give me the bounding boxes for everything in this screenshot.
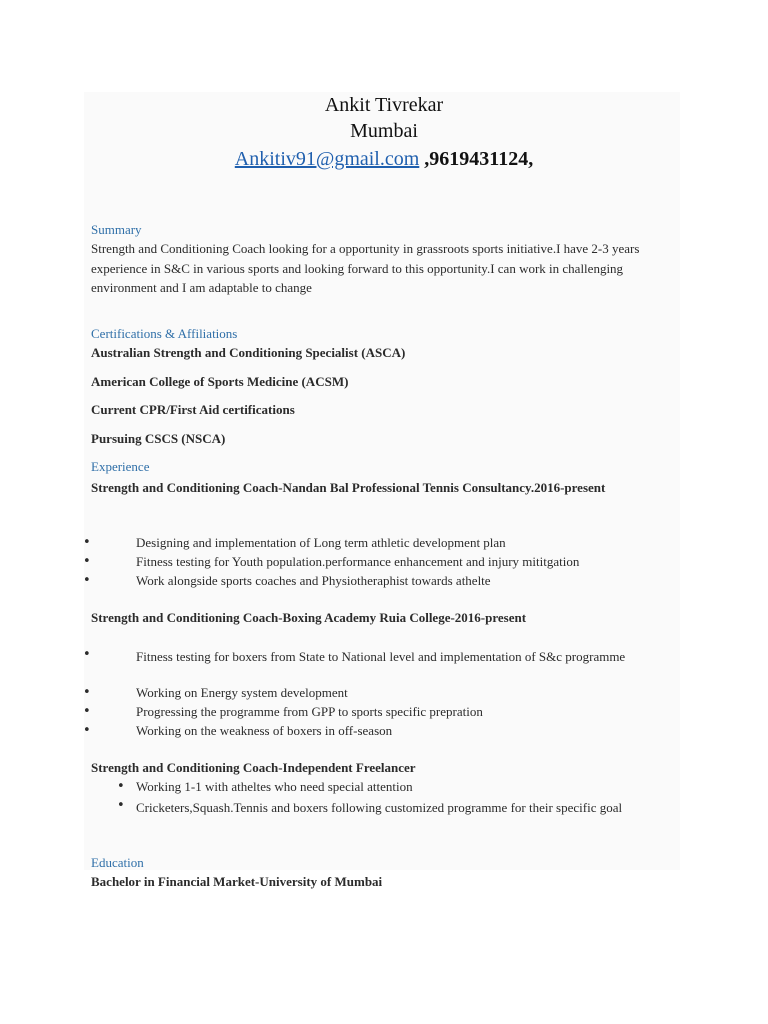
job-bullet: Designing and implementation of Long term athletic development plan <box>136 535 506 550</box>
education-item: Bachelor in Financial Market-University of Mumbai <box>91 874 383 889</box>
bullet-icon: • <box>83 685 91 700</box>
phone-number: ,9619431124, <box>419 148 534 170</box>
summary-text: Strength and Conditioning Coach looking for a opportunity in grassroots sports initiative.I have 2-3 years experience in S&C in various sports and looking forward to this opportunity.I can work in challenging environment and I am adaptable to change <box>91 241 640 295</box>
bullet-icon: • <box>83 573 91 588</box>
experience-heading: Experience <box>91 459 150 474</box>
bullet-icon: • <box>83 723 91 738</box>
certification-item: Australian Strength and Conditioning Specialist (ASCA) <box>91 345 406 360</box>
certifications-heading: Certifications & Affiliations <box>91 326 238 341</box>
summary-heading: Summary <box>91 222 142 237</box>
bullet-icon: • <box>83 647 91 662</box>
bullet-icon: • <box>117 798 125 813</box>
candidate-name: Ankit Tivrekar <box>324 94 444 116</box>
job-title: Strength and Conditioning Coach-Independent Freelancer <box>91 760 416 775</box>
job-bullet: Progressing the programme from GPP to sports specific prepration <box>136 704 483 719</box>
certification-item: American College of Sports Medicine (ACSM) <box>91 374 349 389</box>
candidate-city: Mumbai <box>350 120 418 142</box>
job-bullet: Working on the weakness of boxers in off-season <box>136 723 393 738</box>
bullet-icon: • <box>83 535 91 550</box>
certification-item: Current CPR/First Aid certifications <box>91 402 295 417</box>
job-bullet: Working 1-1 with atheltes who need special attention <box>136 779 413 794</box>
job-bullet: Fitness testing for boxers from State to National level and implementation of S&c programme <box>136 649 626 664</box>
job-title: Strength and Conditioning Coach-Nandan Bal Professional Tennis Consultancy.2016-present <box>91 480 606 495</box>
job-bullet: Fitness testing for Youth population.performance enhancement and injury mititgation <box>136 554 580 569</box>
email-link[interactable]: Ankitiv91@gmail.com <box>234 148 420 170</box>
job-bullet: Working on Energy system development <box>136 685 348 700</box>
bullet-icon: • <box>117 779 125 794</box>
education-heading: Education <box>91 855 144 870</box>
contact-line <box>0 148 768 171</box>
job-bullet: Work alongside sports coaches and Physiotheraphist towards athelte <box>136 573 491 588</box>
bullet-icon: • <box>83 554 91 569</box>
job-bullet: Cricketers,Squash.Tennis and boxers following customized programme for their specific goal <box>136 800 623 815</box>
certification-item: Pursuing CSCS (NSCA) <box>91 431 226 446</box>
bullet-icon: • <box>83 704 91 719</box>
job-title: Strength and Conditioning Coach-Boxing Academy Ruia College-2016-present <box>91 610 527 625</box>
